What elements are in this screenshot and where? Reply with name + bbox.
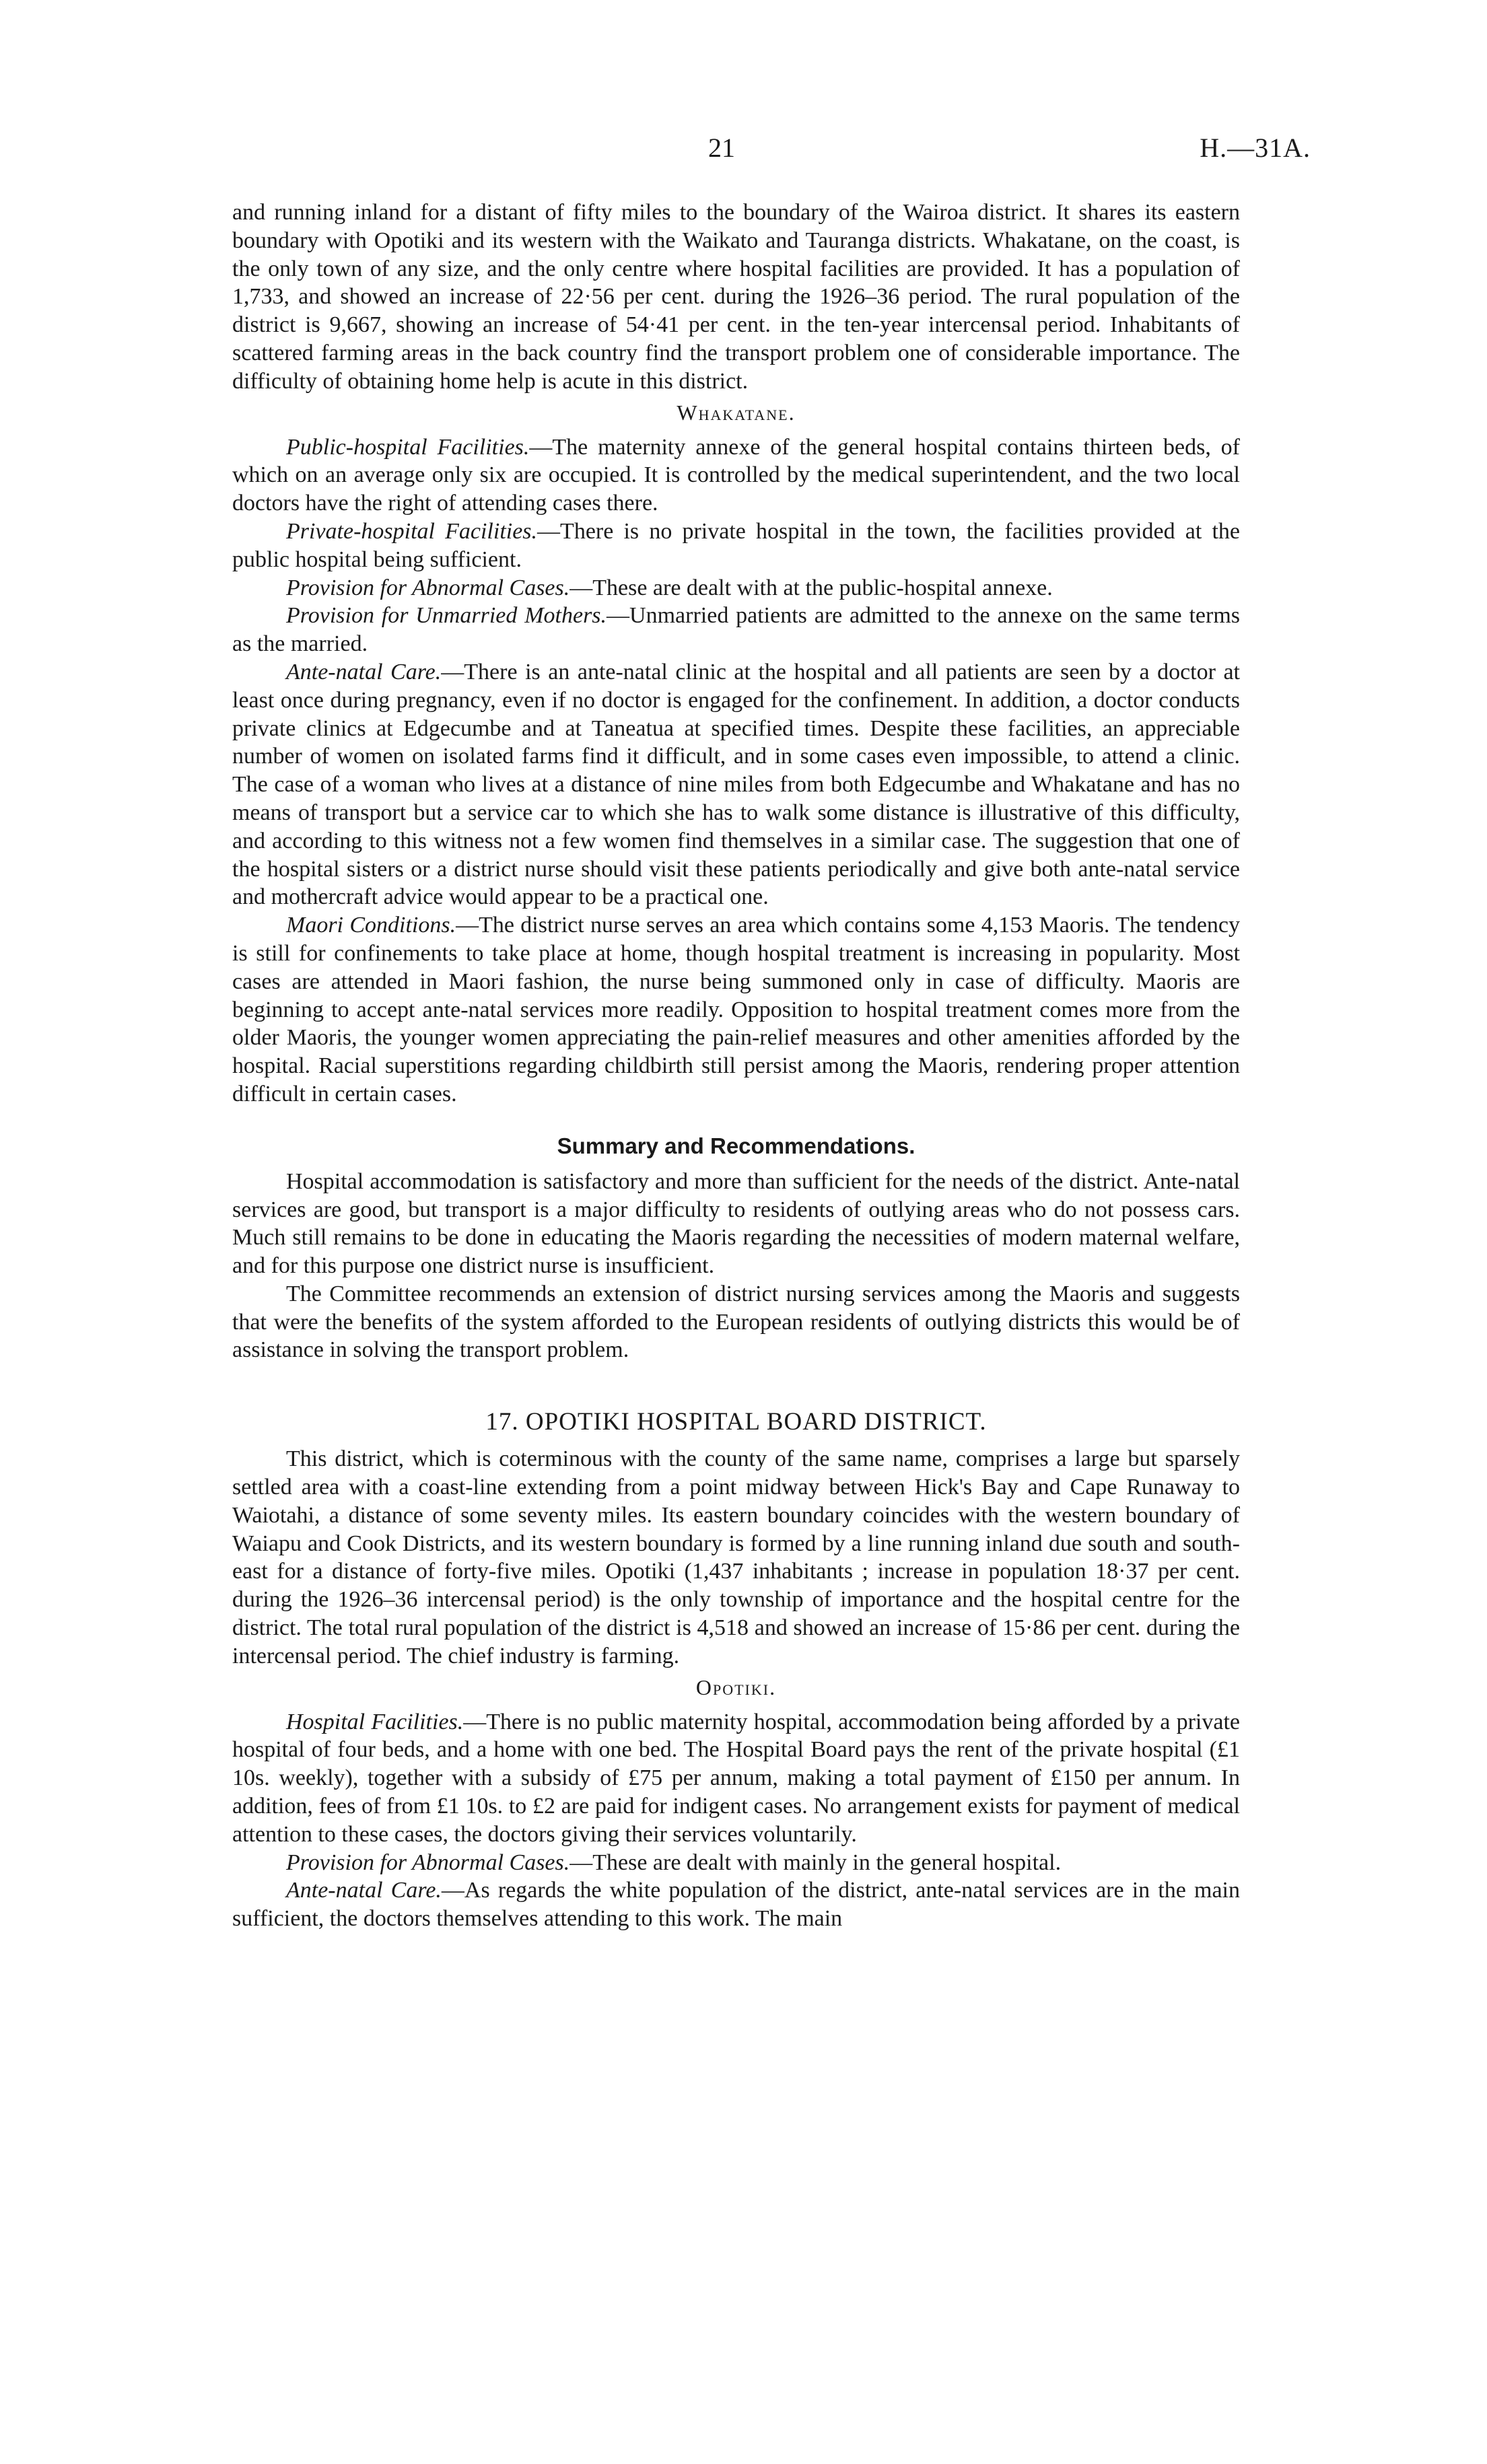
summary-paragraph: Hospital accommodation is satisfactory and more than sufficient for the needs of the district. Ante-natal services are good, but transport is a major difficulty to residents of outlying areas who do not possess cars. Much still remains to be done in educating the Maoris regarding the necessities of modern maternal welfare, and for this purpose one district nurse is insufficient. (232, 1168, 1240, 1279)
paragraph-text: —The district nurse serves an area which contains some 4,153 Maoris. The tendency is still for confinements to take place at home, though hospital treatment is increasing in popularity. Most cases are attended in Maori fashion, the nurse being summoned only in case of difficulty. Maoris are beginning to accept ante-natal services more readily. Opposition to hospital treatment comes more from the older Maoris, the younger women appreciating the pain-relief measures and other amenities afforded by the hospital. Racial superstitions regarding childbirth still persist among the Maoris, rendering proper attention difficult in certain cases. (232, 913, 1240, 1106)
recommendation-paragraph: The Committee recommends an extension of district nursing services among the Maoris and suggests that were the benefits of the system afforded to the European residents of outlying districts this would be of assistance in solving the transport problem. (232, 1281, 1240, 1363)
paragraph-lead: Provision for Unmarried Mothers. (286, 603, 607, 629)
opotiki-abnormal-paragraph (232, 1849, 1240, 1877)
intro-paragraph: and running inland for a distant of fifty miles to the boundary of the Wairoa district. It shares its eastern boundary with Opotiki and its western with the Waikato and Tauranga districts. Whakatane, on the coast, is the only town of any size, and the only centre where hospital facilities are provided. It has a population of 1,733, and showed an increase of 22·56 per cent. during the 1926–36 period. The rural population of the district is 9,667, showing an increase of 54·41 per cent. in the ten-year intercensal period. Inhabitants of scattered farming areas in the back country find the transport problem one of considerable importance. The difficulty of obtaining home help is acute in this district. (232, 200, 1240, 394)
paragraph-lead: Hospital Facilities. (286, 1709, 464, 1734)
paragraph-text: —As regards the white population of the district, ante-natal services are in the main sufficient, the doctors themselves attending to this work. The main (232, 1878, 1241, 1932)
paragraph-text: —The maternity annexe of the general hospital contains thirteen beds, of which on an average only six are occupied. It is controlled by the medical superintendent, and the two local doctors have the right of attending cases there. (232, 434, 1240, 516)
abnormal-cases-paragraph (232, 574, 1240, 602)
paragraph-text: —There is no public maternity hospital, accommodation being afforded by a private hospital of four beds, and a home with one bed. The Hospital Board pays the rent of the private hospital (£1 10s. weekly), together with a subsidy of £75 per annum, making a total payment of £150 per annum. In addition, fees of from £1 10s. to £2 are paid for indigent cases. No arrangement exists for payment of medical attention to these cases, the doctors giving their services voluntarily. (232, 1709, 1240, 1847)
page-number: 21 (708, 133, 735, 163)
paragraph-lead: Provision for Abnormal Cases. (286, 1850, 570, 1875)
paragraph-lead: Private-hospital Facilities. (286, 518, 538, 544)
opotiki-district-heading: 17. OPOTIKI HOSPITAL BOARD DISTRICT. (485, 1408, 987, 1436)
maori-conditions-paragraph (232, 911, 1240, 1108)
unmarried-mothers-paragraph (232, 602, 1240, 658)
paragraph-lead: Maori Conditions. (286, 913, 456, 938)
hospital-facilities-paragraph (232, 1708, 1240, 1849)
private-hospital-paragraph (232, 518, 1240, 574)
paragraph-text: —There is an ante-natal clinic at the hospital and all patients are seen by a doctor at least once during pregnancy, even if no doctor is engaged for the confinement. In addition, a doctor conducts private clinics at Edgecumbe and at Taneatua at specified times. Despite these facilities, an appreciable number of women on isolated farms find it difficult, and in some cases even impossible, to attend a clinic. The case of a woman who lives at a distance of nine miles from both Edgecumbe and Whakatane and has no means of transport but a service car to which she has to walk some distance is illustrative of this difficulty, and according to this witness not a few women find themselves in a similar case. The suggestion that one of the hospital sisters or a district nurse should visit these patients periodically and give both ante-natal service and mothercraft advice would appear to be a practical one. (232, 659, 1240, 910)
opotiki-district-paragraph: This district, which is coterminous with the county of the same name, comprises a large but sparsely settled area with a coast-line extending from a point midway between Hick's Bay and Cape Runaway to Waiotahi, a distance of some seventy miles. Its eastern boundary coincides with the western boundary of Waiapu and Cook Districts, and its western boundary is formed by a line running inland due south and south-east for a distance of forty-five miles. Opotiki (1,437 inhabitants ; increase in population 18·37 per cent. during the 1926–36 intercensal period) is the only township of importance and the hospital centre for the district. The total rural population of the district is 4,518 and showed an increase of 15·86 per cent. during the intercensal period. The chief industry is farming. (232, 1446, 1240, 1668)
paragraph-text: —These are dealt with mainly in the general hospital. (569, 1850, 1062, 1875)
whakatane-heading: Whakatane. (677, 400, 796, 425)
running-header (0, 132, 1487, 172)
paragraph-lead: Ante-natal Care. (286, 1878, 442, 1903)
paragraph-lead: Public-hospital Facilities. (286, 434, 530, 460)
antenatal-care-paragraph (232, 658, 1240, 911)
summary-heading: Summary and Recommendations. (557, 1133, 915, 1158)
opotiki-antenatal-paragraph (232, 1876, 1240, 1933)
public-hospital-paragraph (232, 433, 1240, 518)
paragraph-lead: Provision for Abnormal Cases. (286, 575, 570, 600)
paragraph-text: —Unmarried patients are admitted to the annexe on the same terms as the married. (232, 603, 1241, 657)
paragraph-text: —These are dealt with at the public-hospital annexe. (569, 575, 1053, 600)
document-reference: H.—31A. (1200, 133, 1311, 163)
opotiki-heading: Opotiki. (695, 1675, 777, 1699)
paragraph-lead: Ante-natal Care. (286, 659, 442, 684)
paragraph-text: —There is no private hospital in the town, the facilities provided at the public hospital being sufficient. (232, 518, 1240, 572)
body-text (232, 199, 1240, 1933)
